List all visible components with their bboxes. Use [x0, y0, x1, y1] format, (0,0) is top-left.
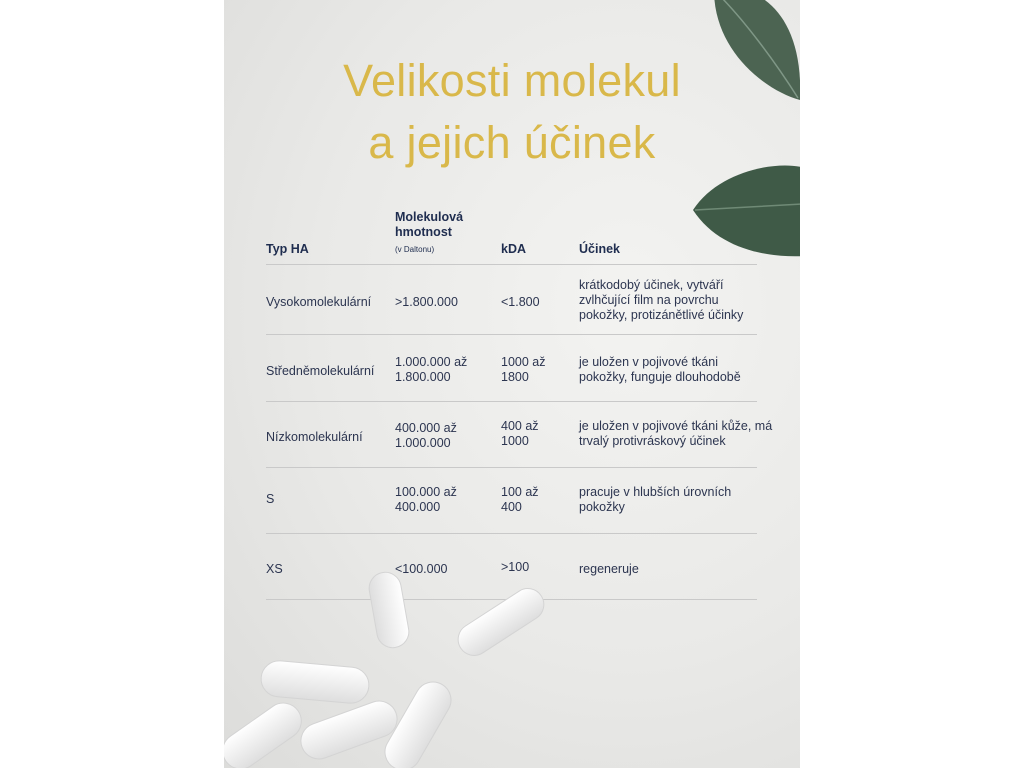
- row-4-effect: pracuje v hlubších úrovních pokožky: [579, 485, 732, 514]
- infographic-poster: [224, 0, 800, 768]
- capsule-icon: [260, 659, 371, 704]
- row-1-mass: >1.800.000: [395, 295, 458, 309]
- row-3-type: Nízkomolekulární: [266, 430, 363, 444]
- row-4-type: S: [266, 492, 275, 506]
- row-divider: [266, 334, 757, 335]
- header-divider: [266, 264, 757, 265]
- row-divider: [266, 533, 757, 534]
- row-5-effect: regeneruje: [579, 562, 639, 576]
- row-3-kda: 400 až 1000: [501, 419, 539, 448]
- capsule-icon: [452, 582, 550, 661]
- row-4-kda: 100 až 400: [501, 485, 539, 514]
- header-kda: kDA: [501, 242, 527, 256]
- header-type: Typ HA: [266, 242, 309, 256]
- row-1-kda: <1.800: [501, 295, 540, 309]
- capsules-image: [224, 560, 584, 768]
- row-divider: [266, 467, 757, 468]
- row-2-kda: 1000 až 1800: [501, 355, 546, 384]
- title-line-2: a jejich účinek: [368, 117, 656, 168]
- row-2-effect: je uložen v pojivové tkáni pokožky, funguje dlouhodobě: [579, 355, 741, 384]
- row-2-type: Středněmolekulární: [266, 364, 375, 378]
- row-4-mass: 100.000 až 400.000: [395, 485, 457, 514]
- row-5-mass: <100.000: [395, 562, 448, 576]
- row-1-effect: krátkodobý účinek, vytváří zvlhčující film na povrchu pokožky, protizánětlivé účinky: [579, 278, 744, 322]
- capsule-icon: [367, 570, 412, 650]
- header-mass-unit: (v Daltonu): [395, 245, 435, 254]
- page-title: [224, 50, 800, 174]
- row-2-mass: 1.000.000 až 1.800.000: [395, 355, 468, 384]
- header-effect: Účinek: [579, 242, 620, 256]
- capsule-icon: [224, 696, 308, 768]
- row-3-effect: je uložen v pojivové tkáni kůže, má trvalý protivráskový účinek: [579, 419, 773, 448]
- title-line-1: Velikosti molekul: [343, 55, 681, 106]
- leaf-right-icon: [689, 160, 800, 260]
- row-1-type: Vysokomolekulární: [266, 295, 372, 309]
- header-mass: Molekulová hmotnost: [395, 210, 464, 239]
- row-5-type: XS: [266, 562, 283, 576]
- row-divider: [266, 401, 757, 402]
- row-3-mass: 400.000 až 1.000.000: [395, 421, 457, 450]
- row-5-kda: >100: [501, 560, 530, 574]
